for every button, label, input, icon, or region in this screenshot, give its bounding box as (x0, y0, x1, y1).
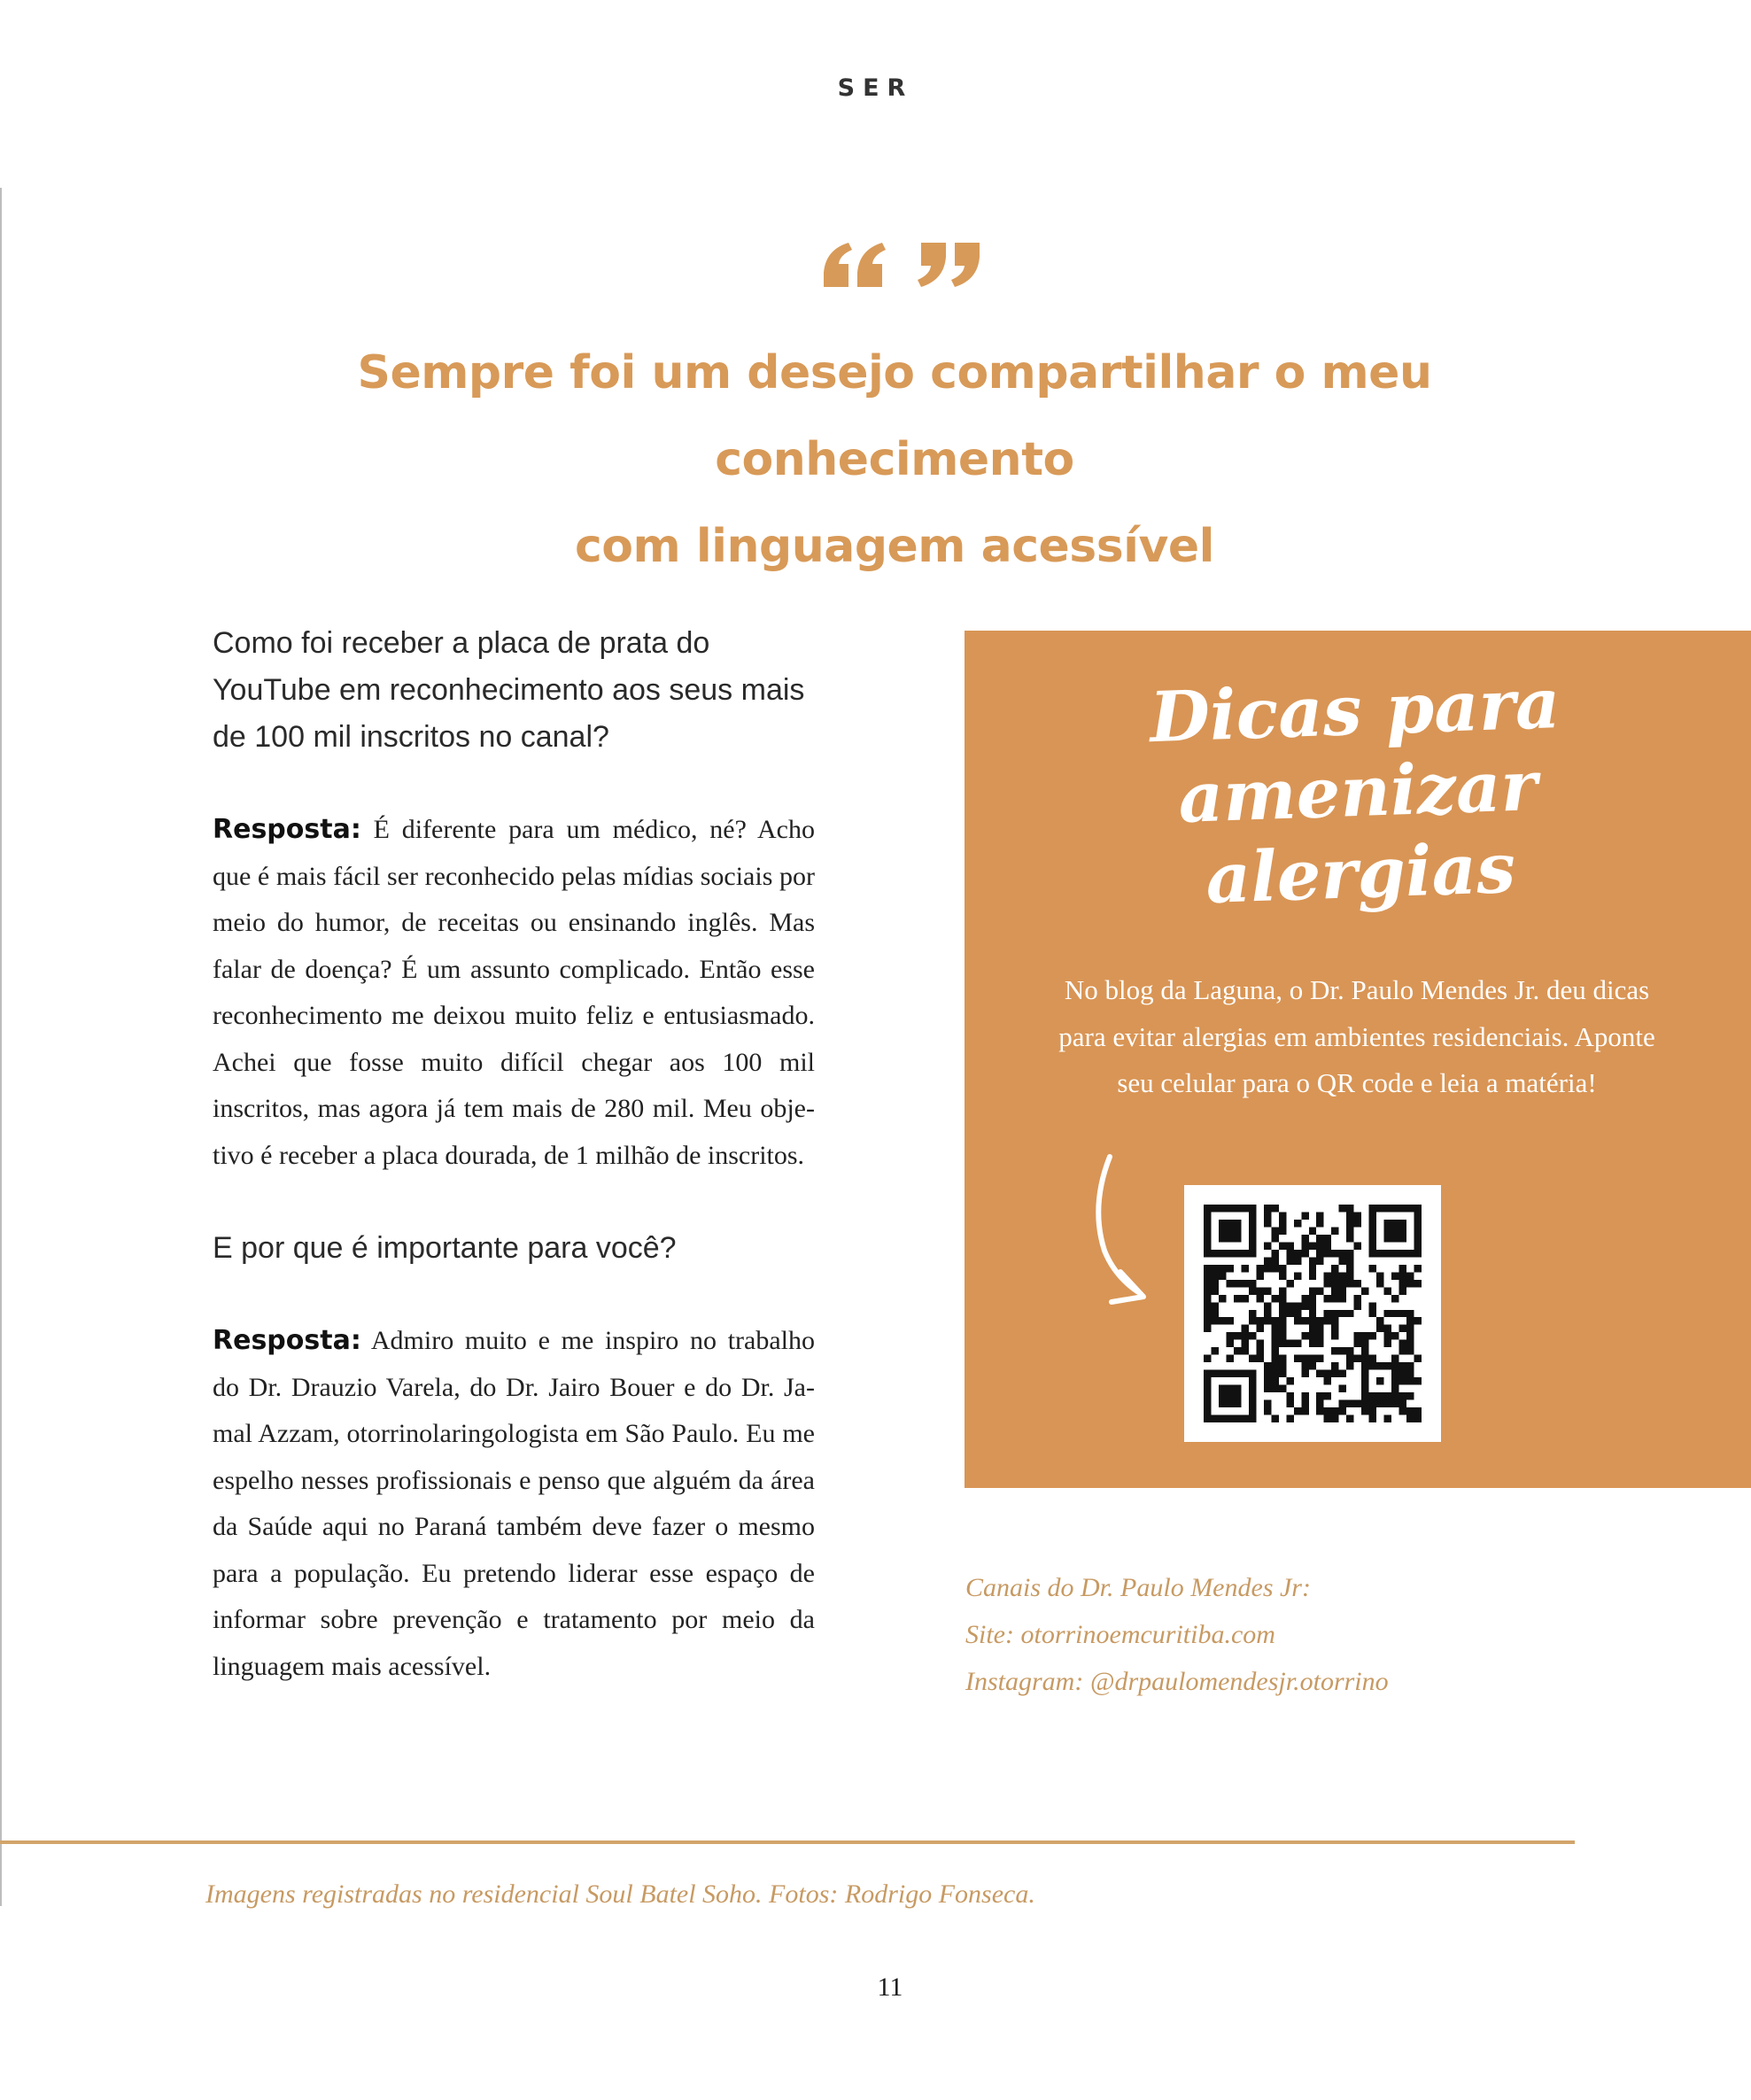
pull-quote (177, 329, 1612, 590)
channels-site-row (965, 1611, 1674, 1658)
answer-1-text: É diferente para um médico, né? Acho que é mais fácil ser reconhecido pelas mídias sociais por meio do humor, de receitas ou ensinando inglês. Mas falar de doença? É um assunto complicado. Então esse reconhecimento me deixou muito feliz e entusiasmado. Achei que fosse muito difícil chegar aos 100 mil inscritos, mas agora já tem mais de 280 mil. Meu objetivo é receber a placa dourada, de 1 milhão de inscritos. (213, 815, 815, 1170)
qr-code-icon[interactable] (1204, 1205, 1422, 1422)
instagram-label: Instagram: (965, 1667, 1084, 1696)
answer-2-text: Admiro muito e me inspiro no trabalho do Dr. Drauzio Varela, do Dr. Jairo Bouer e do Dr. Jamal Azzam, otorrinolaringologista em São Paulo. Eu me espelho nesses profissionais e penso que alguém da área da Saúde aqui no Paraná também deve fazer o mesmo para a população. Eu pretendo liderar esse espaço de informar sobre prevenção e tratamento por meio da linguagem mais acessível. (213, 1326, 815, 1681)
quotation-marks-icon (822, 237, 981, 299)
pull-quote-line-2: com linguagem acessível (574, 520, 1214, 573)
footer-rule (0, 1840, 1575, 1844)
instagram-link[interactable]: @drpaulomendesjr.otorrino (1089, 1667, 1389, 1696)
channels-list (965, 1564, 1674, 1705)
interview-column (213, 620, 815, 1690)
photo-credit: Imagens registradas no residencial Soul Batel Soho. Fotos: Rodrigo Fonseca. (205, 1879, 1035, 1909)
answer-label: Resposta: (213, 1325, 361, 1356)
site-link[interactable]: otorrinoemcuritiba.com (1020, 1620, 1275, 1649)
left-margin-rule (0, 188, 2, 1906)
site-label: Site: (965, 1620, 1014, 1649)
question-1: Como foi receber a placa de prata do YouTube em reconhecimento aos seus mais de 100 mil inscritos no canal? (213, 626, 805, 754)
answer-label: Resposta: (213, 814, 361, 845)
tips-title-line-2: amenizar (1177, 745, 1538, 840)
question-2: E por que é importante para você? (213, 1231, 677, 1265)
tips-title-line-3: alergias (1204, 827, 1517, 920)
tips-box (965, 631, 1751, 1488)
channels-heading: Canais do Dr. Paulo Mendes Jr: (965, 1573, 1311, 1602)
tips-title (960, 657, 1751, 929)
section-label: SER (837, 74, 914, 102)
page-number: 11 (877, 1972, 903, 2002)
tips-title-line-1: Dicas para (1148, 663, 1561, 759)
channels-instagram-row (965, 1658, 1674, 1705)
qr-code-frame[interactable] (1184, 1185, 1441, 1442)
answer-2 (213, 1318, 815, 1690)
pull-quote-line-1: Sempre foi um desejo compartilhar o meu conhecimento (357, 346, 1432, 486)
tips-text: No blog da Laguna, o Dr. Paulo Mendes Jr. deu dicas para evitar alergias em ambientes residenciais. Aponte seu celular para o QR code e leia a matéria! (1058, 974, 1655, 1098)
curved-arrow-icon (1089, 1153, 1159, 1313)
answer-1 (213, 807, 815, 1179)
